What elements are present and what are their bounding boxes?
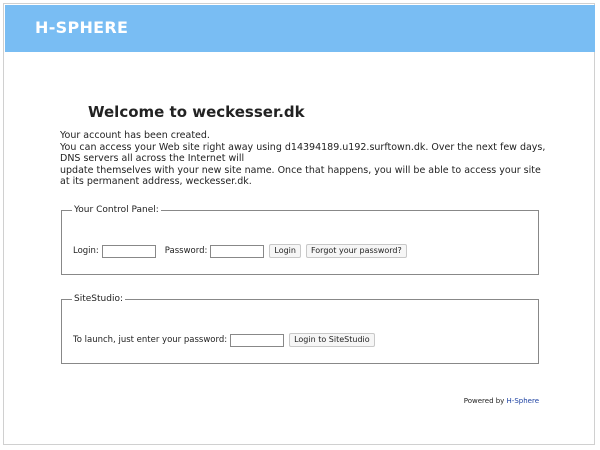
powered-by-text: Powered by: [463, 397, 507, 405]
control-panel-login-row: [73, 244, 407, 258]
sitestudio-password-input[interactable]: [230, 334, 284, 347]
header-bar: [5, 5, 595, 52]
intro-text: [60, 130, 550, 188]
sitestudio-launch-label: To launch, just enter your password:: [73, 335, 228, 345]
login-label: Login:: [73, 246, 99, 256]
intro-line: at its permanent address, weckesser.dk.: [60, 176, 252, 187]
intro-line: update themselves with your new site name. Once that happens, you will be able to access your site: [60, 164, 541, 176]
password-input[interactable]: [210, 245, 264, 258]
intro-line: Your account has been created.: [60, 130, 210, 141]
sitestudio-fieldset: [61, 294, 539, 364]
login-to-sitestudio-button[interactable]: Login to SiteStudio: [289, 333, 375, 347]
control-panel-legend: Your Control Panel:: [74, 205, 159, 215]
sitestudio-legend: SiteStudio:: [74, 294, 123, 304]
intro-line: DNS servers all across the Internet will: [60, 153, 245, 164]
login-button[interactable]: Login: [269, 244, 301, 258]
powered-by: [464, 397, 539, 405]
forgot-password-button[interactable]: Forgot your password?: [306, 244, 407, 258]
sitestudio-row: [73, 333, 375, 347]
control-panel-fieldset: [61, 205, 539, 275]
intro-line: You can access your Web site right away using d14394189.u192.surftown.dk. Over the next few days,: [60, 141, 546, 153]
brand-logo-text: H-SPHERE: [35, 18, 129, 37]
page-title: Welcome to weckesser.dk: [88, 103, 305, 121]
password-label: Password:: [164, 246, 208, 256]
h-sphere-link[interactable]: H-Sphere: [506, 397, 539, 405]
login-input[interactable]: [102, 245, 156, 258]
